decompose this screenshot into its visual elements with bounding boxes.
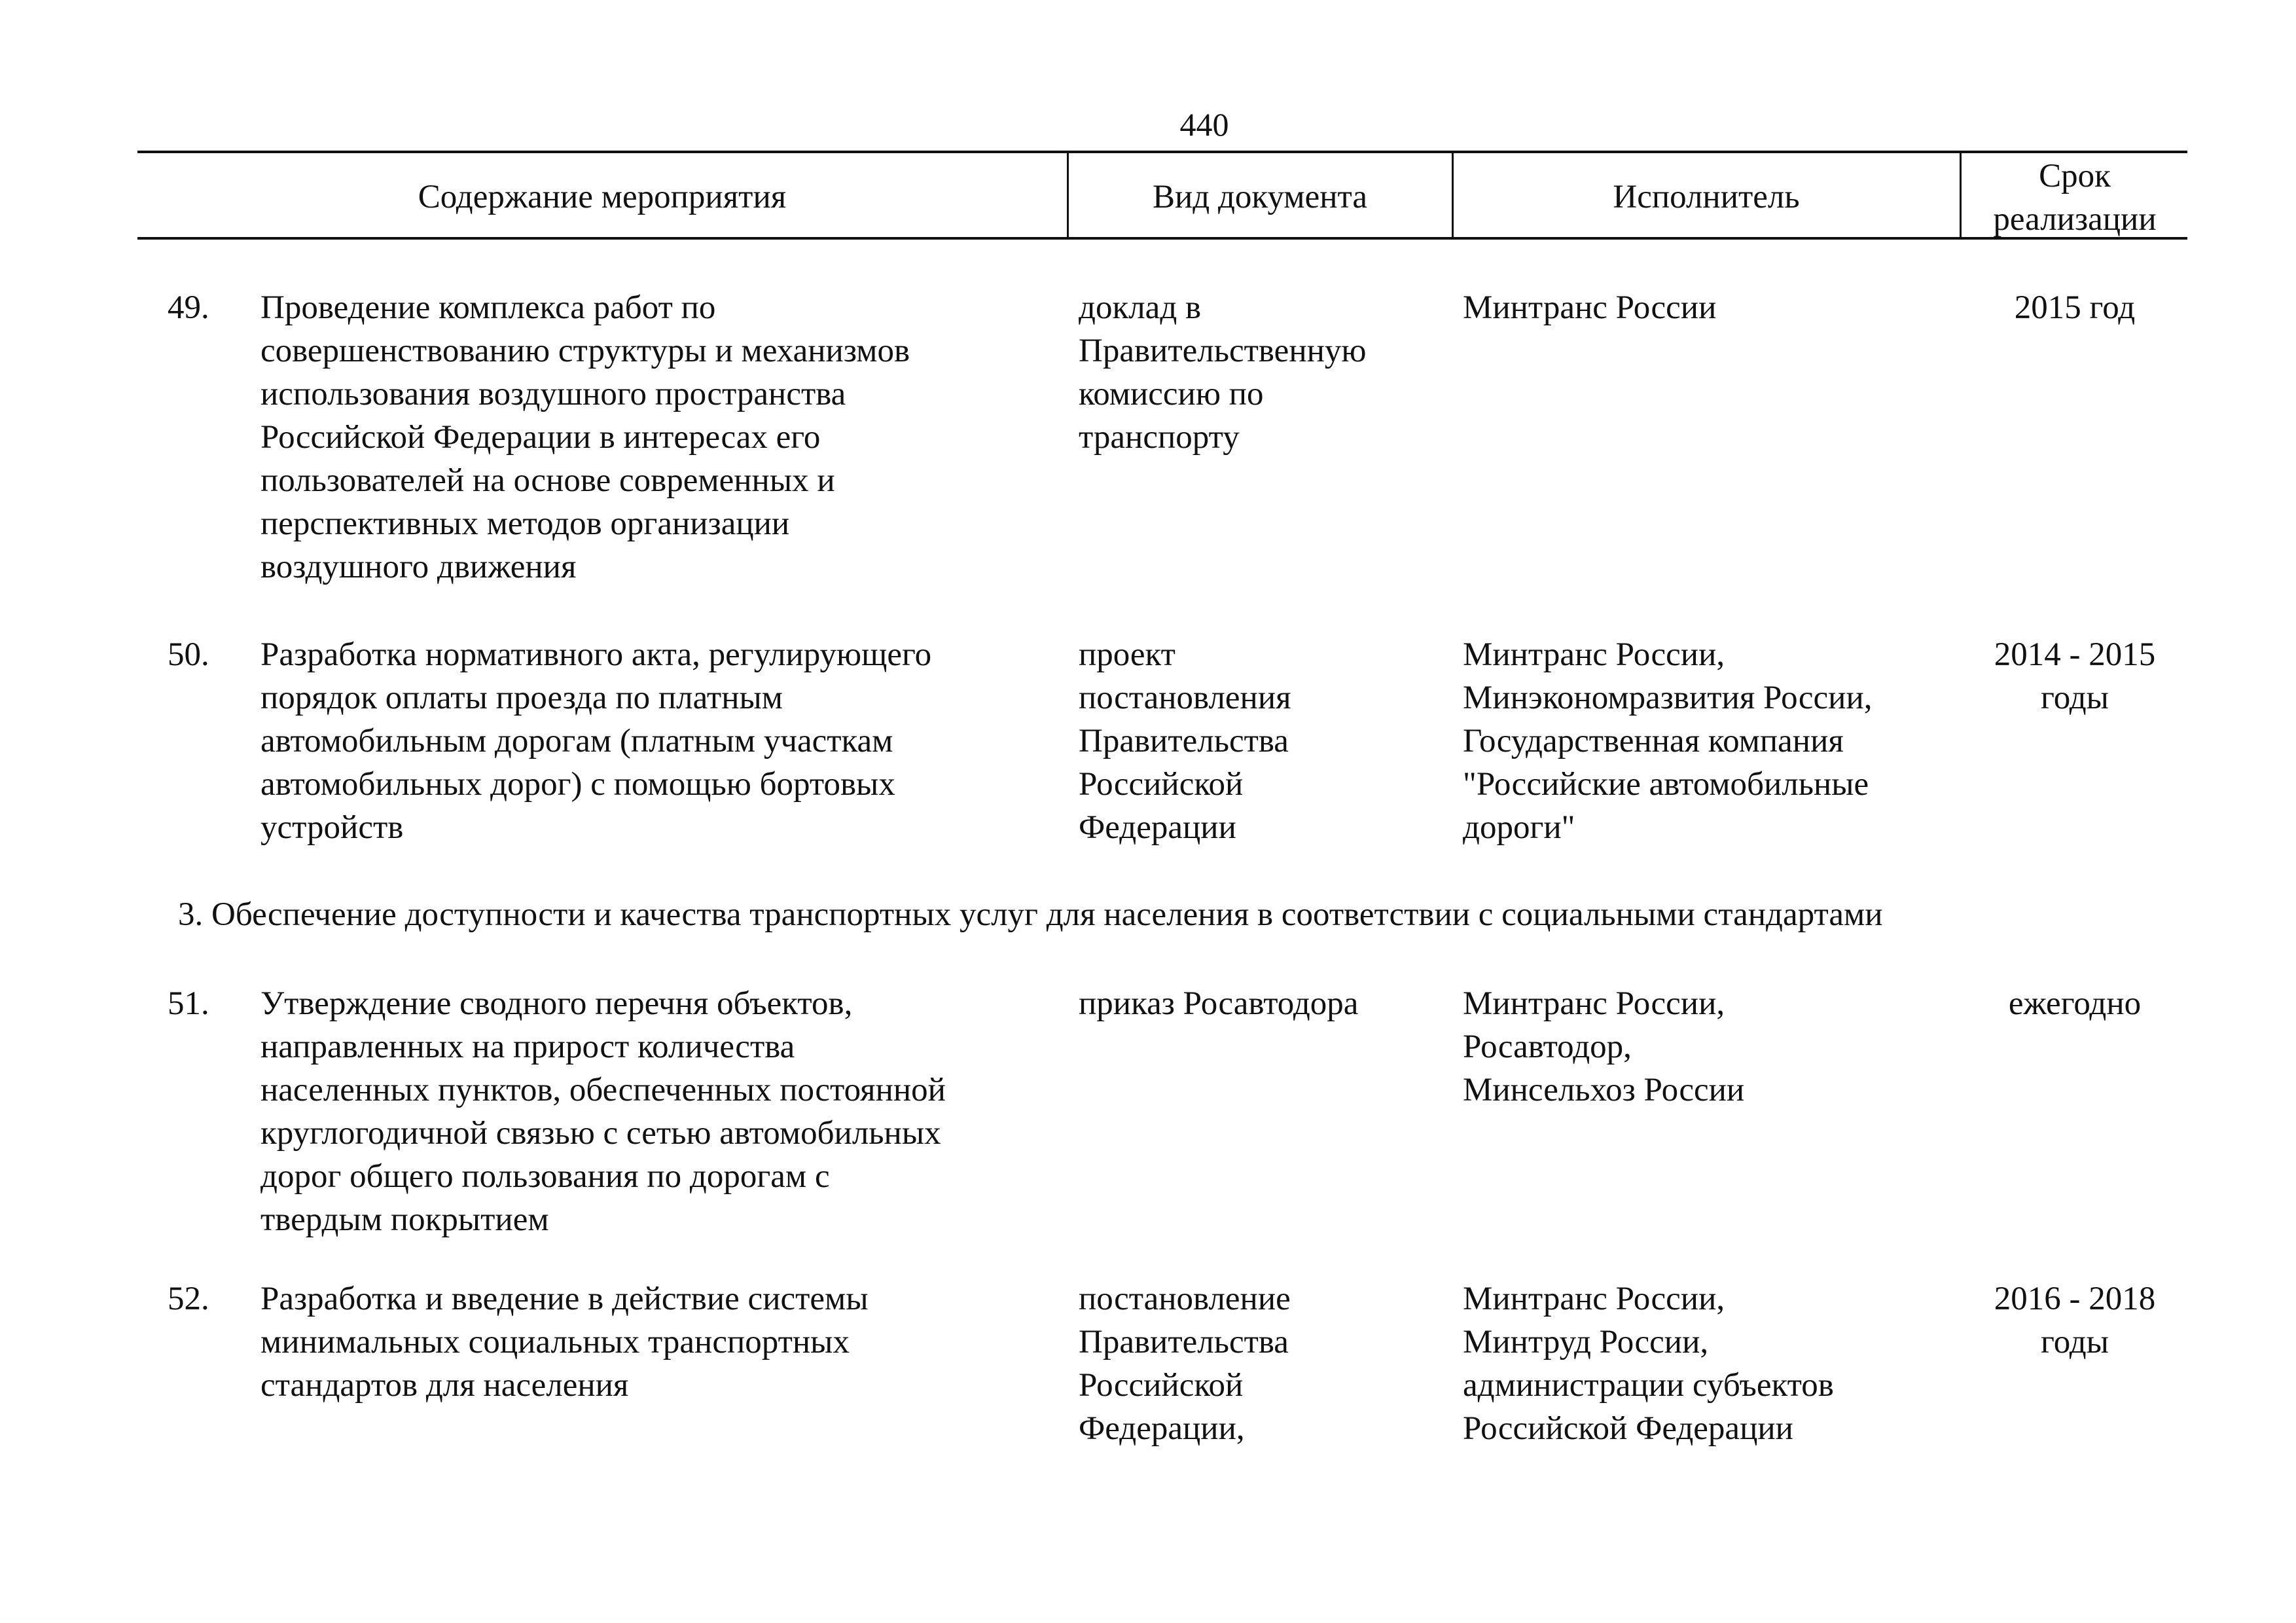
row-number: 50.: [168, 636, 209, 673]
header-content: Содержание мероприятия: [418, 179, 787, 215]
row-content: Разработка и введение в действие системы минимальных социальных транспортных стандартов для населения: [260, 1281, 869, 1404]
header-bottom-rule: [137, 237, 2187, 240]
row-content: Проведение комплекса работ по совершенствованию структуры и механизмов использования воздушного пространства Российской Федерации в интересах его пользователей на основе современных и перспективных методов организации воздушного движения: [260, 289, 910, 585]
row-term: 2016 - 2018 годы: [1994, 1281, 2156, 1360]
row-doc-type: проект постановления Правительства Российской Федерации: [1079, 636, 1291, 846]
row-executor: Минтранс России, Росавтодор, Минсельхоз России: [1463, 985, 1745, 1108]
row-term: ежегодно: [2008, 985, 2142, 1022]
row-executor: Минтранс России, Минтруд России, администрации субъектов Российской Федерации: [1463, 1281, 1834, 1447]
header-divider-2: [1452, 152, 1454, 238]
header-divider-3: [1960, 152, 1962, 238]
header-top-rule: [137, 151, 2187, 153]
row-number: 51.: [168, 985, 209, 1022]
row-term: 2014 - 2015 годы: [1994, 636, 2156, 716]
row-executor: Минтранс России, Минэкономразвития России, Государственная компания "Российские автомобильные дороги": [1463, 636, 1873, 846]
header-divider-1: [1067, 152, 1069, 238]
header-doc-type: Вид документа: [1152, 179, 1368, 215]
row-content: Утверждение сводного перечня объектов, направленных на прирост количества населенных пунктов, обеспеченных постоянной круглогодичной связью с сетью автомобильных дорог общего пользования по дорогам с твердым покрытием: [260, 985, 946, 1238]
row-doc-type: доклад в Правительственную комиссию по транспорту: [1079, 289, 1367, 456]
row-number: 49.: [168, 289, 209, 326]
page-number: 440: [1179, 106, 1229, 143]
row-doc-type: приказ Росавтодора: [1079, 985, 1359, 1022]
row-term: 2015 год: [2014, 289, 2136, 326]
row-content: Разработка нормативного акта, регулирующего порядок оплаты проезда по платным автомобильным дорогам (платным участкам автомобильных дорог) с помощью бортовых устройств: [260, 636, 932, 846]
section-heading: 3. Обеспечение доступности и качества транспортных услуг для населения в соответствии с социальными стандартами: [178, 896, 1883, 933]
row-number: 52.: [168, 1281, 209, 1317]
row-executor: Минтранс России: [1463, 289, 1717, 326]
row-doc-type: постановление Правительства Российской Федерации,: [1079, 1281, 1291, 1447]
header-term: Срок реализации: [1993, 158, 2157, 238]
header-executor: Исполнитель: [1613, 179, 1800, 215]
